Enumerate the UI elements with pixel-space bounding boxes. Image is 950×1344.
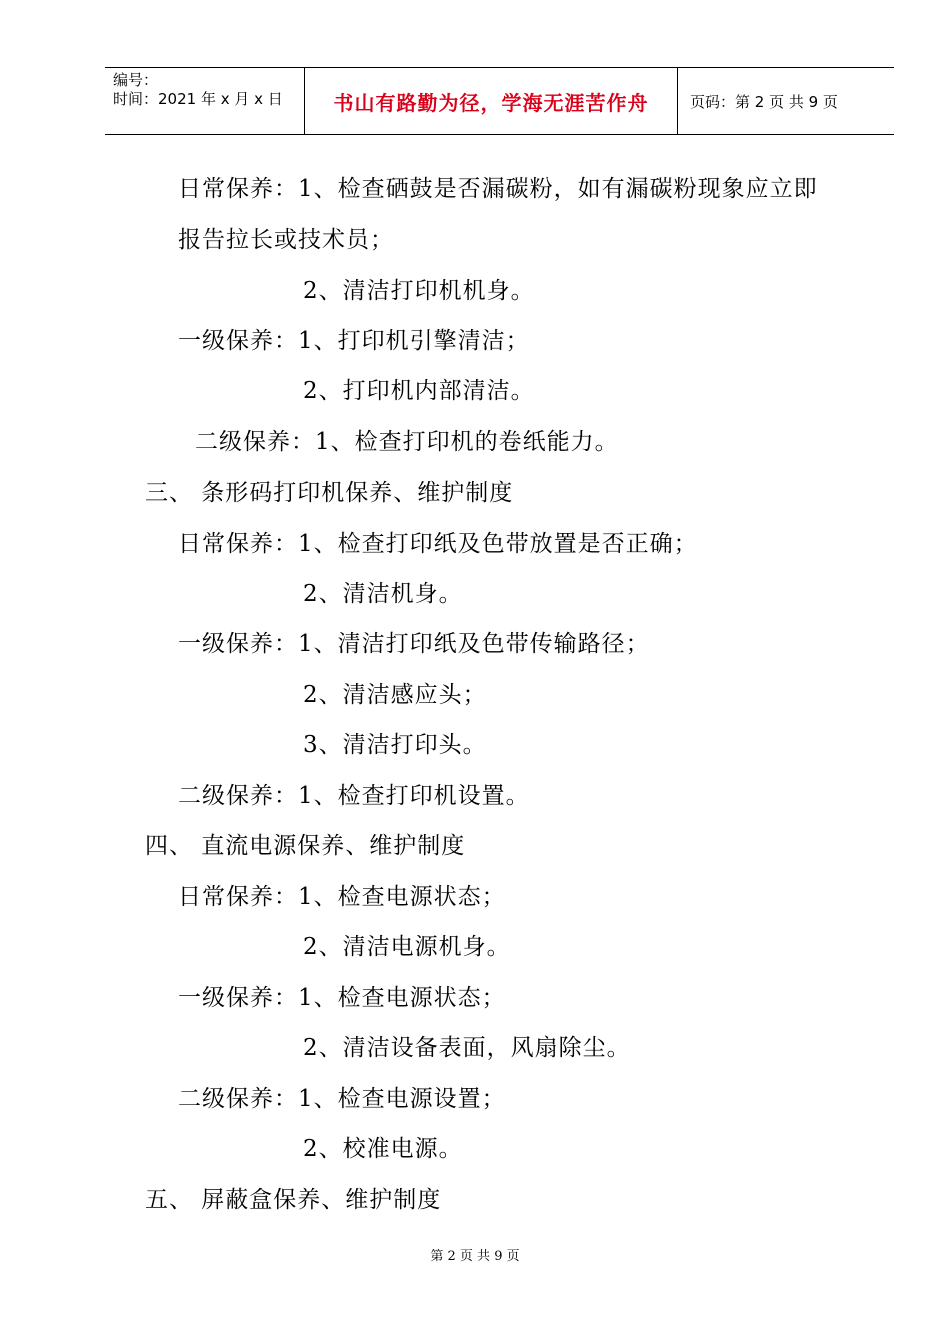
page-header	[105, 67, 894, 135]
time-label: 时间：2021 年 x 月 x 日	[113, 90, 283, 108]
body-line: 一级保养：1、清洁打印纸及色带传输路径；	[178, 631, 650, 657]
body-line: 二级保养：1、检查电源设置；	[178, 1086, 506, 1112]
body-line: 日常保养：1、检查硒鼓是否漏碳粉，如有漏碳粉现象应立即	[178, 176, 818, 202]
footer-page-number: 第 2 页 共 9 页	[430, 1249, 520, 1264]
body-line: 2、清洁设备表面，风扇除尘。	[303, 1035, 631, 1061]
number-label: 编号：	[113, 71, 159, 89]
body-line: 一级保养：1、检查电源状态；	[178, 985, 506, 1011]
page-footer	[0, 1245, 950, 1264]
header-motto-cell	[305, 68, 678, 134]
header-meta	[105, 68, 305, 134]
body-line: 一级保养：1、打印机引擎清洁；	[178, 328, 530, 354]
header-page-cell	[678, 68, 894, 134]
page-label: 页码：第 2 页 共 9 页	[690, 92, 838, 111]
body-line: 2、清洁机身。	[303, 581, 463, 607]
body-line: 日常保养：1、检查电源状态；	[178, 884, 506, 910]
body-line: 二级保养：1、检查打印机的卷纸能力。	[195, 429, 619, 455]
body-line: 2、清洁感应头；	[303, 682, 487, 708]
body-line: 2、清洁打印机机身。	[303, 278, 535, 304]
body-line: 2、打印机内部清洁。	[303, 378, 535, 404]
section-heading: 五、 屏蔽盒保养、维护制度	[145, 1187, 442, 1213]
body-line: 二级保养：1、检查打印机设置。	[178, 783, 530, 809]
body-line: 2、校准电源。	[303, 1136, 463, 1162]
body-line: 日常保养：1、检查打印纸及色带放置是否正确；	[178, 531, 698, 557]
section-heading: 四、 直流电源保养、维护制度	[145, 833, 466, 859]
section-heading: 三、 条形码打印机保养、维护制度	[145, 480, 514, 506]
body-line: 2、清洁电源机身。	[303, 934, 511, 960]
body-line: 3、清洁打印头。	[303, 732, 487, 758]
body-line: 报告拉长或技术员；	[178, 227, 394, 253]
motto-text: 书山有路勤为径，学海无涯苦作舟	[333, 90, 649, 115]
